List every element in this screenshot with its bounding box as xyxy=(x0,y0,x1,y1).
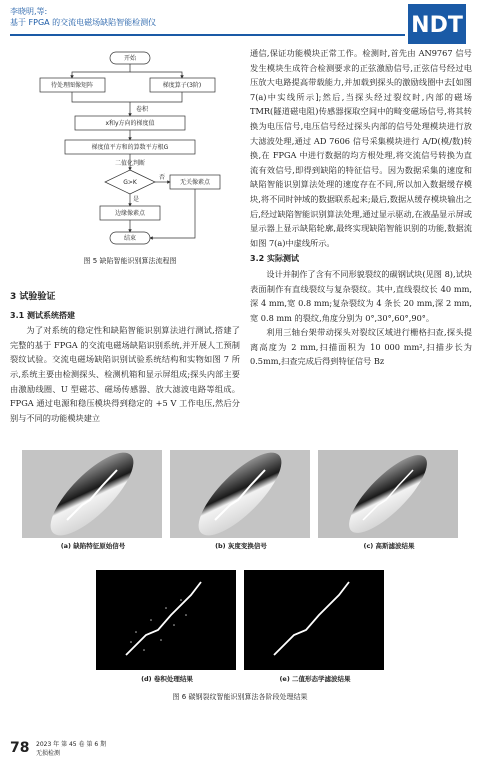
panel-e-morphology xyxy=(244,570,384,670)
section-3-1-paragraph: 为了对系统的稳定性和缺陷智能识别算法进行测试,搭建了完整的基于 FPGA 的交流电磁场缺陷识别系统,并开展人工预制裂纹试验。交流电磁场缺陷识别试验系统结构和实物如图 7 所示,系统主要由检测探头、检测机箱和显示屏组成;探头内部主要由激励线圈、U 型磁芯、磁场传感器、放大滤波电路等组成。FPGA 通过电源和稳压模块得到稳定的 +5 V 工作电压,然后分别与不同的功能模块建立 xyxy=(10,325,240,423)
panel-b-label: (b) 灰度变换信号 xyxy=(215,542,267,550)
flow-gsum: 梯度值平方和的算数平方根G xyxy=(91,144,169,151)
section-3-2-title: 3.2 实际测试 xyxy=(250,254,299,264)
right-paragraph-3: 利用三轴台架带动探头对裂纹区域进行栅格扫查,探头提离高度为 2 mm,扫描面积为 10 000 mm²,扫描步长为 0.5mm,扫查完成后得到特征信号 Bz xyxy=(250,327,472,367)
logo-text: NDT xyxy=(411,13,463,38)
page-number: 78 xyxy=(10,740,30,756)
flow-no: 否 xyxy=(158,174,166,181)
left-column xyxy=(10,290,240,425)
panel-c-gaussian xyxy=(318,450,458,538)
right-paragraph-1: 通信,保证功能模块正常工作。检测时,首先由 AN9767 信号发生模块生成符合检测要求的正弦激励信号,正弦信号经过电压放大电路提高带载能力,并加载到探头的激励线圈中去[如图 7(a)中实线所示];然后,当探头经过裂纹时,内部的磁场 TMR(隧道磁电阻)传感器探取空间中的畸变磁场信号,将其转换为电压信号,电压信号经过探头内部的信号处理模块进行放大滤波处理,通过 AD 7606 信号采集模块进行 A/D(模/数)转换,在 FPGA 中进行数据的均方根处理,将交流信号转换为直流有效信号,即得到缺陷的特征信号。因为数据采集的速度和缺陷智能识别算法处理的速度存在不同,所以加入数据缓存模块,将不同时钟域的数据联系起来;最后,数据从缓存模块输出之后,经过缺陷智能识别算法处理,通过显示驱动,在液晶显示屏或显示器上显示缺陷轮廓,最终实现缺陷智能识别的功能,数据流如图 7(a)中虚线所示。 xyxy=(250,48,472,248)
panel-e-label: (e) 二值形态学滤波结果 xyxy=(279,675,351,683)
figure-5-caption: 图 5 缺陷智能识别算法流程图 xyxy=(83,257,177,265)
flow-end: 结束 xyxy=(123,235,137,242)
header-title: 基于 FPGA 的交流电磁场缺陷智能检测仪 xyxy=(10,18,157,27)
panel-b-gray-transform xyxy=(170,450,310,538)
right-paragraph-2: 设计并制作了含有不同形貌裂纹的碳钢试块(见图 8),试块表面制作有直线裂纹与复杂裂纹。其中,直线裂纹长 40 mm,深 4 mm,宽 0.8 mm;复杂裂纹为 4 条长 20 mm,深 2 mm,宽 0.8 mm 的裂纹,角度分别为 0°,30°,60°,90°。 xyxy=(250,268,472,323)
panel-a-label: (a) 缺陷特征原始信号 xyxy=(60,542,126,550)
section-3-title: 3 试验验证 xyxy=(10,292,56,302)
panel-d-convolution xyxy=(96,570,236,670)
flow-conv: 卷积 xyxy=(135,106,149,113)
running-header xyxy=(10,6,156,28)
journal-issue: 2023 年 第 45 卷 第 6 期 xyxy=(36,741,107,748)
flow-gradient: x和y方向的梯度值 xyxy=(105,120,155,127)
ndt-logo xyxy=(408,4,466,44)
flow-yes: 是 xyxy=(132,196,140,203)
flow-start: 开始 xyxy=(123,55,137,62)
panel-c-label: (c) 高斯滤波结果 xyxy=(363,542,415,550)
section-3-1-title: 3.1 测试系统搭建 xyxy=(10,310,75,320)
flow-no-box: 无关像素点 xyxy=(179,179,211,186)
header-rule xyxy=(10,34,405,36)
flowchart-figure xyxy=(30,50,230,250)
panel-a-raw-signal xyxy=(22,450,162,538)
flow-box-right: 梯度算子(3阶) xyxy=(162,82,202,89)
journal-info xyxy=(36,740,106,758)
flow-binarize: 二值化判断 xyxy=(114,160,146,167)
panel-d-label: (d) 卷积处理结果 xyxy=(141,675,193,683)
flow-box-left: 待处理图像矩阵 xyxy=(50,82,94,89)
header-authors: 李晓明,等: xyxy=(10,7,48,16)
journal-name: 无损检测 xyxy=(36,750,61,757)
right-column xyxy=(250,46,472,369)
flow-edge: 边缘像素点 xyxy=(114,210,146,217)
figure-6-caption: 图 6 碳钢裂纹智能识别算法各阶段处理结果 xyxy=(172,693,308,701)
flow-decision: G>K xyxy=(123,179,137,186)
